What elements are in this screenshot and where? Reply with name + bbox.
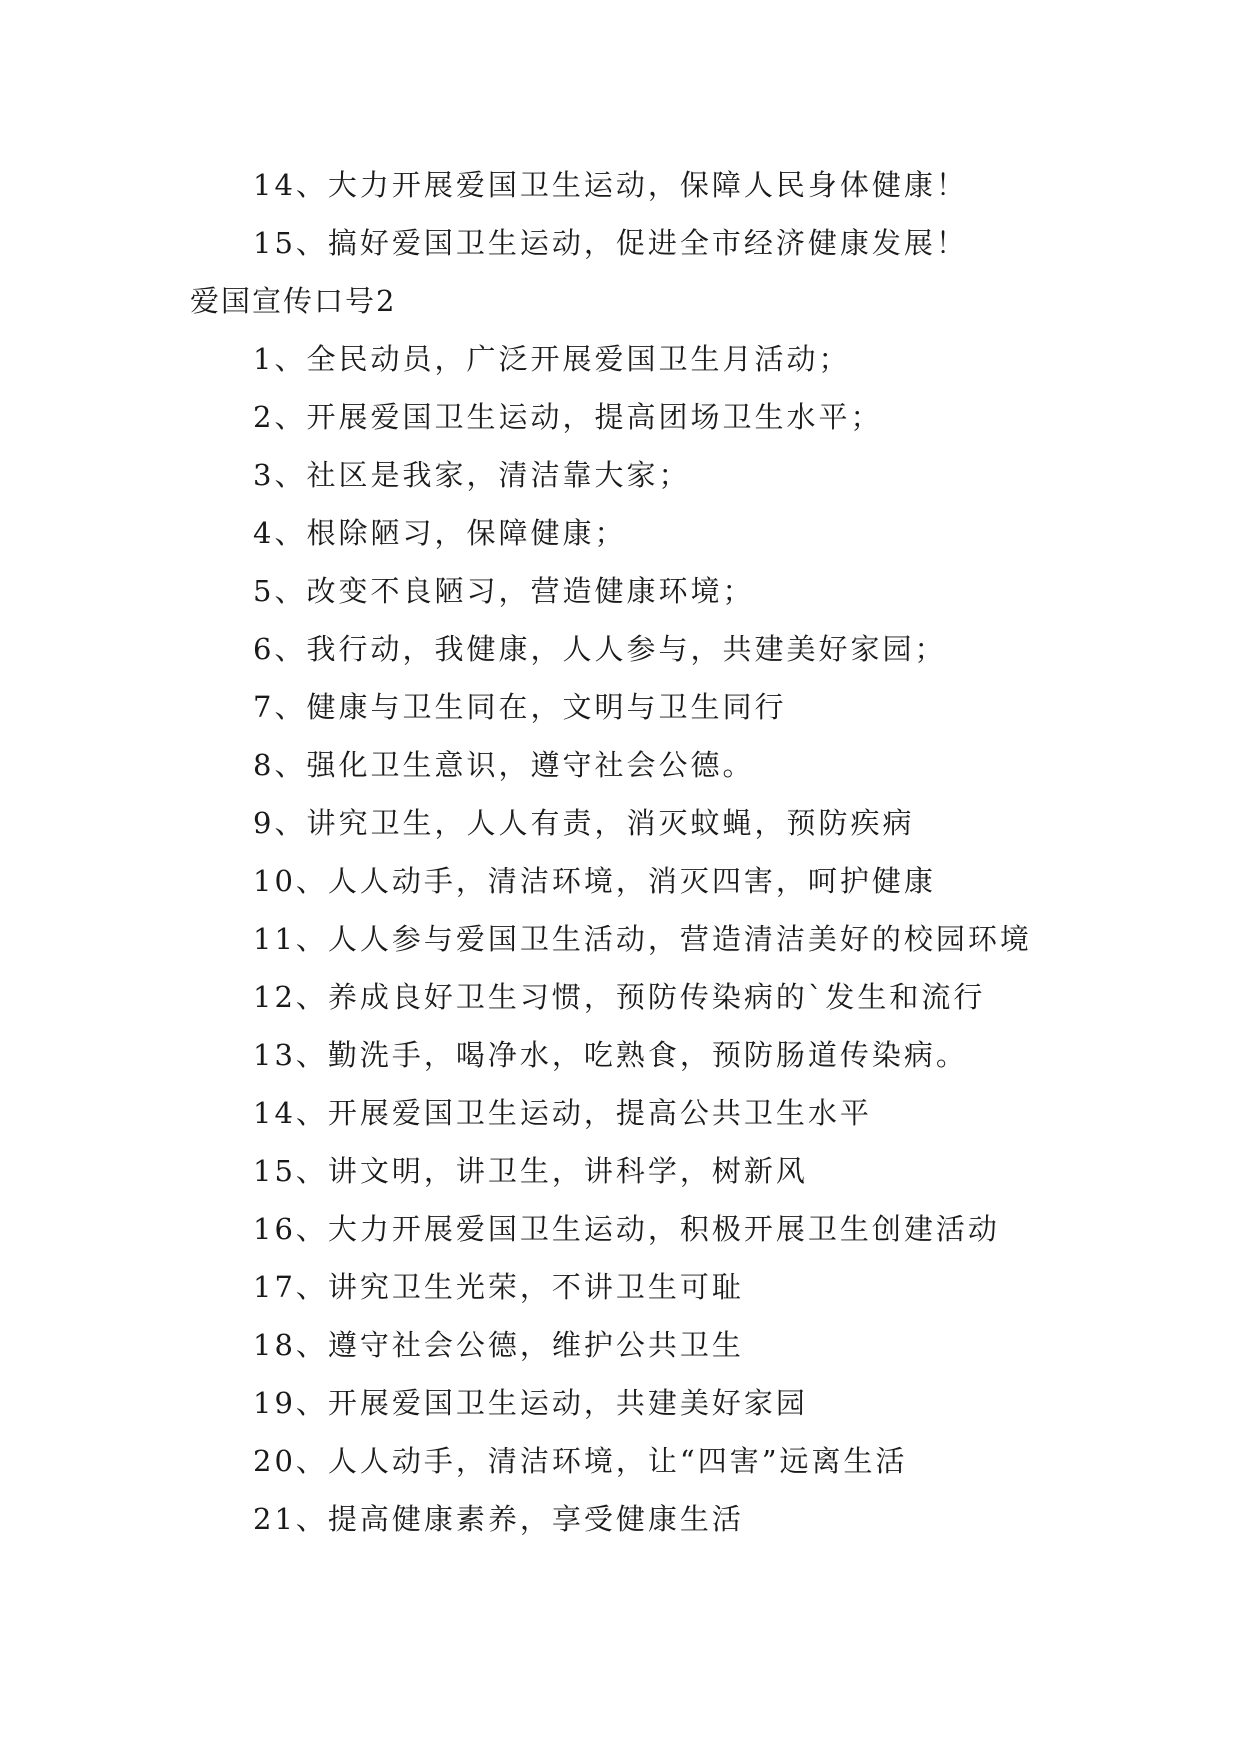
list-item: 5、改变不良陋习，营造健康环境； (253, 574, 755, 608)
list-item: 8、强化卫生意识，遵守社会公德。 (253, 748, 755, 782)
list-item: 16、大力开展爱国卫生运动，积极开展卫生创建活动 (253, 1212, 1000, 1246)
list-item: 21、提高健康素养，享受健康生活 (253, 1502, 744, 1536)
list-item: 2、开展爱国卫生运动，提高团场卫生水平； (253, 400, 883, 434)
intro-item: 15、搞好爱国卫生运动，促进全市经济健康发展！ (253, 226, 968, 260)
list-item: 15、讲文明，讲卫生，讲科学，树新风 (253, 1154, 808, 1188)
intro-item: 14、大力开展爱国卫生运动，保障人民身体健康！ (253, 168, 968, 202)
list-item: 19、开展爱国卫生运动，共建美好家园 (253, 1386, 808, 1420)
list-item: 18、遵守社会公德，维护公共卫生 (253, 1328, 744, 1362)
list-item: 9、讲究卫生，人人有责，消灭蚊蝇，预防疾病 (253, 806, 915, 840)
list-item: 17、讲究卫生光荣，不讲卫生可耻 (253, 1270, 744, 1304)
list-item: 12、养成良好卫生习惯，预防传染病的`发生和流行 (253, 980, 986, 1014)
section-heading: 爱国宣传口号2 (190, 284, 397, 318)
list-item: 4、根除陋习，保障健康； (253, 516, 627, 550)
list-item: 7、健康与卫生同在，文明与卫生同行 (253, 690, 787, 724)
list-item: 20、人人动手，清洁环境，让“四害”远离生活 (253, 1444, 908, 1478)
list-item: 10、人人动手，清洁环境，消灭四害，呵护健康 (253, 864, 936, 898)
list-item: 6、我行动，我健康，人人参与，共建美好家园； (253, 632, 947, 666)
list-item: 3、社区是我家，清洁靠大家； (253, 458, 691, 492)
list-item: 11、人人参与爱国卫生活动，营造清洁美好的校园环境 (253, 922, 1032, 956)
list-item: 14、开展爱国卫生运动，提高公共卫生水平 (253, 1096, 872, 1130)
list-item: 1、全民动员，广泛开展爱国卫生月活动； (253, 342, 851, 376)
list-item: 13、勤洗手，喝净水，吃熟食，预防肠道传染病。 (253, 1038, 968, 1072)
